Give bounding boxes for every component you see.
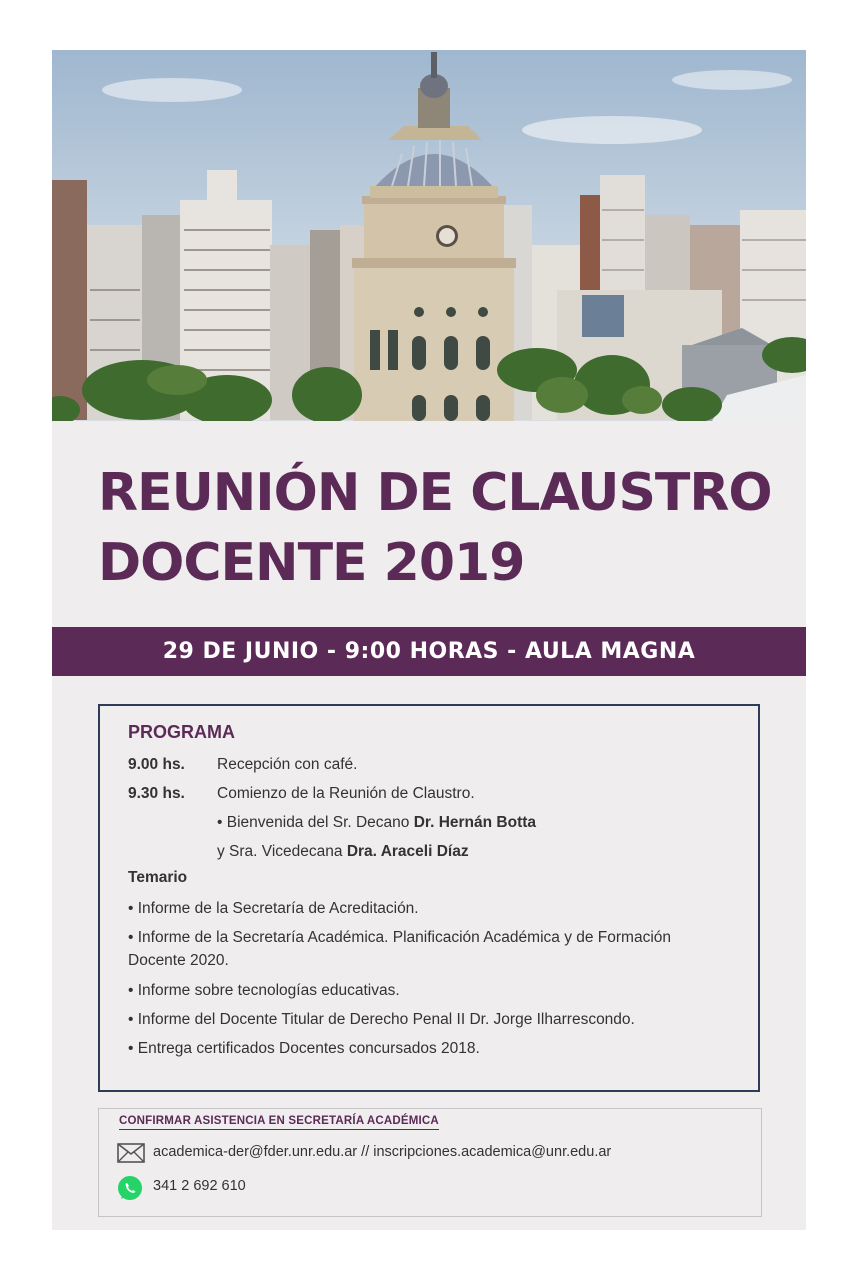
- title-line-1: REUNIÓN DE CLAUSTRO: [98, 463, 772, 523]
- schedule-time: 9.00 hs.: [128, 756, 185, 773]
- schedule-time: 9.30 hs.: [128, 785, 185, 802]
- contact-phone[interactable]: 341 2 692 610: [153, 1178, 246, 1194]
- title-line-2: DOCENTE 2019: [98, 533, 525, 593]
- dean-name: Dr. Hernán Botta: [413, 814, 537, 831]
- whatsapp-icon: [117, 1175, 143, 1205]
- program-heading: PROGRAMA: [128, 722, 235, 742]
- vice-line: [217, 843, 469, 861]
- program-box: [98, 704, 760, 1092]
- schedule-text: Recepción con café.: [217, 756, 358, 773]
- temario-heading: Temario: [128, 869, 188, 886]
- contact-box: [98, 1108, 762, 1217]
- temario-item: • Entrega certificados Docentes concursados 2018.: [128, 1040, 480, 1057]
- vice-prefix: y Sra. Vicedecana: [217, 843, 347, 860]
- event-title: [98, 458, 788, 598]
- date-banner: 29 DE JUNIO - 9:00 HORAS - AULA MAGNA: [52, 627, 806, 676]
- welcome-line: [217, 814, 536, 832]
- confirm-heading: CONFIRMAR ASISTENCIA EN SECRETARÍA ACADÉMICA: [119, 1115, 439, 1130]
- schedule-row: [128, 756, 357, 774]
- contact-email[interactable]: academica-der@fder.unr.edu.ar // inscripciones.academica@unr.edu.ar: [153, 1144, 612, 1160]
- poster: [52, 50, 806, 1230]
- temario-item: • Informe sobre tecnologías educativas.: [128, 982, 400, 999]
- schedule-row: [128, 785, 475, 803]
- vice-dean-name: Dra. Araceli Díaz: [346, 843, 469, 860]
- schedule-text: Comienzo de la Reunión de Claustro.: [217, 785, 475, 802]
- temario-item: • Informe de la Secretaría de Acreditación.: [128, 900, 419, 917]
- city-photo: [52, 50, 806, 421]
- welcome-prefix: • Bienvenida del Sr. Decano: [217, 814, 414, 831]
- temario-item: • Informe del Docente Titular de Derecho Penal II Dr. Jorge Ilharrescondo.: [128, 1011, 635, 1028]
- envelope-icon: [117, 1143, 145, 1167]
- temario-item: • Informe de la Secretaría Académica. Planificación Académica y de Formación Docente 2020.: [128, 929, 672, 969]
